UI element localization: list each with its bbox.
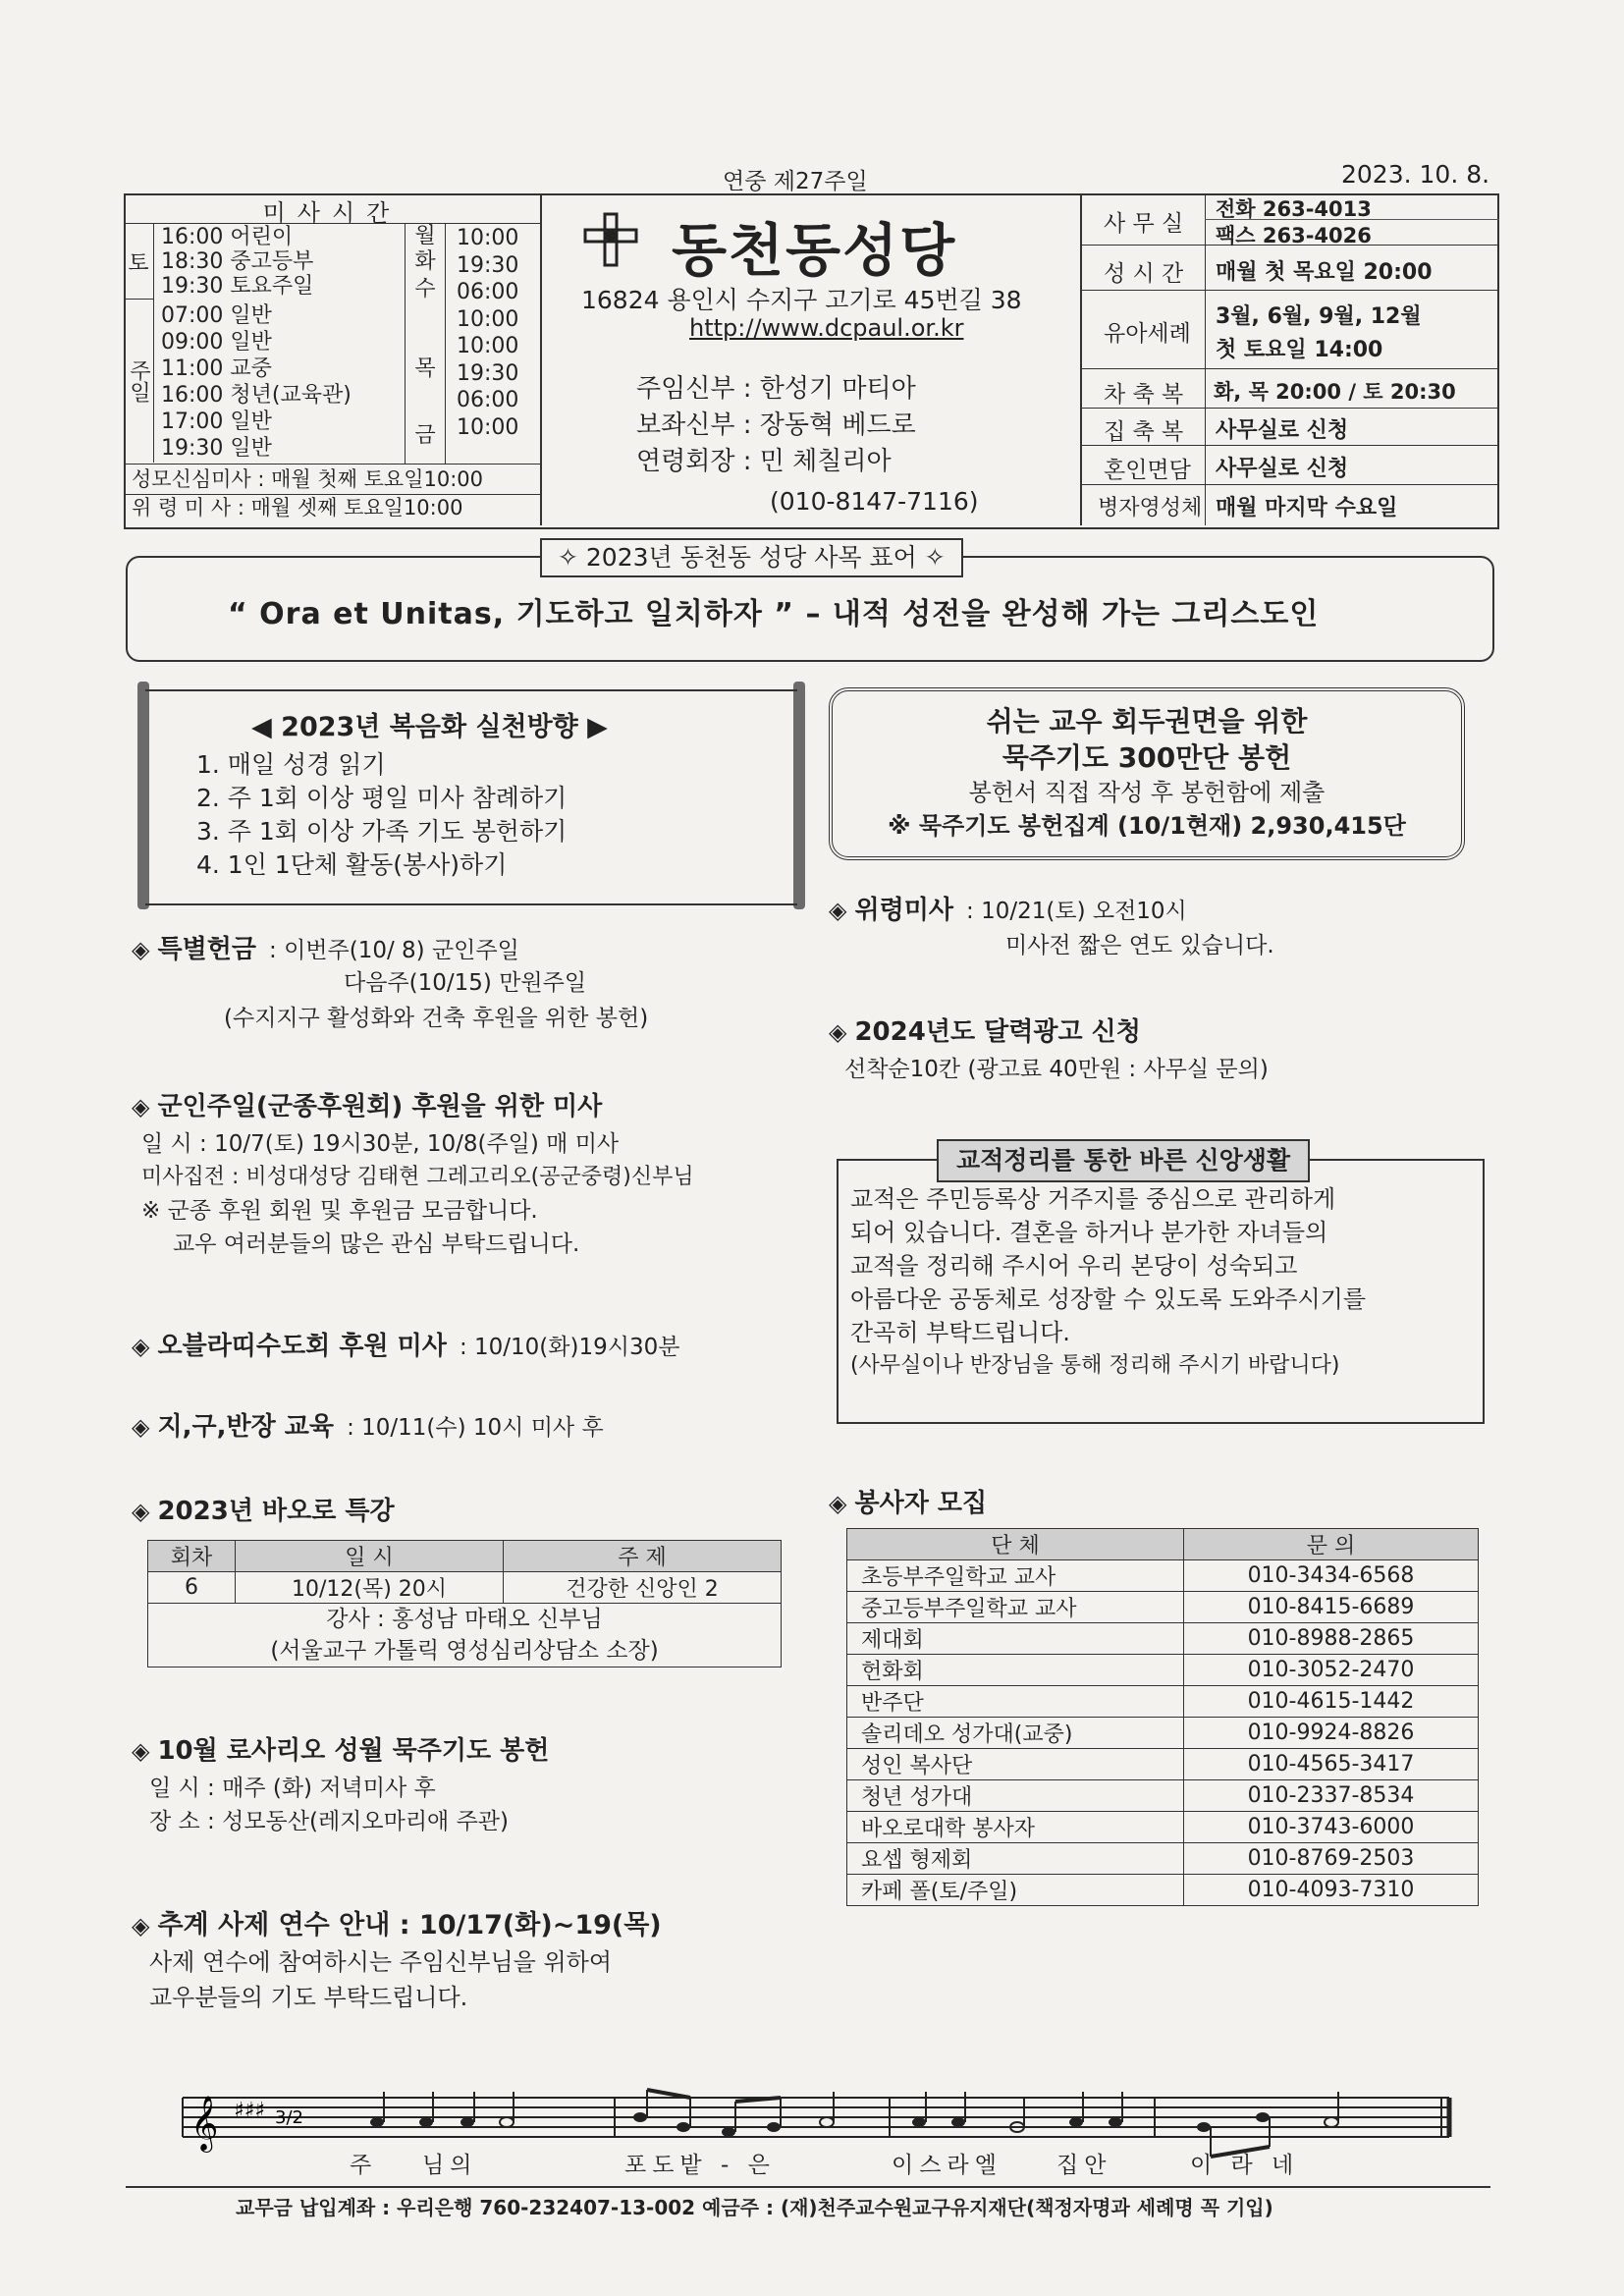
detail-line: 교우분들의 기도 부탁드립니다. (149, 1984, 468, 2011)
group-name: 제대회 (847, 1623, 1184, 1655)
staff-list (636, 371, 916, 480)
office-label: 병자영성체 (1098, 496, 1203, 520)
volunteer-recruit (829, 1483, 987, 1519)
table-header: 주 제 (504, 1541, 782, 1572)
calendar-ad (829, 1011, 1141, 1048)
cross-logo-icon (581, 210, 640, 269)
rosary-line: 쉬는 교우 회두권면을 위한 (986, 705, 1308, 738)
office-fax: 팩스 263-4026 (1216, 224, 1372, 247)
group-phone: 010-2337-8534 (1184, 1780, 1479, 1812)
group-phone: 010-4093-7310 (1184, 1875, 1479, 1906)
office-label: 혼인면담 (1104, 458, 1191, 483)
saturday-masses (161, 225, 313, 299)
weekday-time: 06:00 (457, 388, 519, 412)
evangelization-title: ◀ 2023년 복음화 실천방향 ▶ (251, 712, 608, 742)
speaker-affiliation: (서울교구 가톨릭 영성심리상담소 소장) (270, 1638, 659, 1664)
rosary-campaign-text (829, 703, 1465, 843)
week-label: 연중 제27주일 (723, 169, 868, 194)
table-row (847, 1812, 1479, 1843)
table-cell: 건강한 신앙인 2 (504, 1572, 782, 1604)
retreat-details (149, 1944, 612, 2015)
registry-title: 교적정리를 통한 바른 신앙생활 (937, 1139, 1310, 1182)
sunday-masses (161, 302, 352, 462)
group-phone: 010-4565-3417 (1184, 1749, 1479, 1780)
oblate-mass (132, 1326, 679, 1364)
rosary-line: 봉헌서 직접 작성 후 봉헌함에 제출 (968, 779, 1326, 806)
memorial-mass (829, 890, 1187, 928)
priest-retreat (132, 1903, 662, 1941)
mass-item: 11:00 교중 (161, 356, 272, 381)
section-title: 군인주일(군종후원회) 후원을 위한 미사 (157, 1092, 603, 1121)
registry-line: (사무실이나 반장님을 통해 정리해 주시기 바랍니다) (850, 1353, 1340, 1378)
office-label: 집 축 복 (1104, 419, 1184, 445)
weekday-time: 10:00 (457, 414, 519, 440)
table-row (847, 1843, 1479, 1875)
registry-line: 교적을 정리해 주시어 우리 본당이 성숙되고 (850, 1252, 1298, 1280)
table-header: 문 의 (1184, 1529, 1479, 1560)
monthly-mass-2: 위 령 미 사 : 매월 셋째 토요일10:00 (132, 496, 463, 519)
detail-line: 사제 연수에 참여하시는 주임신부님을 위하여 (149, 1948, 613, 1976)
office-label: 유아세례 (1104, 321, 1191, 347)
section-title: 2024년도 달력광고 신청 (854, 1017, 1141, 1047)
diamond-bullet-icon: ◈ (829, 1018, 847, 1046)
motto-text: “ Ora et Unitas, 기도하고 일치하자 ” – 내적 성전을 완성해 가는 그리스도인 (228, 597, 1320, 631)
section-title: 지,구,반장 교육 (157, 1412, 334, 1442)
group-phone: 010-3743-6000 (1184, 1812, 1479, 1843)
office-label: 사 무 실 (1104, 211, 1184, 237)
paul-lecture (132, 1491, 395, 1527)
section-detail: : 10/10(화)19시30분 (459, 1335, 680, 1360)
staff-row: 보좌신부 : 장동혁 베드로 (636, 410, 916, 440)
weekday-time: 10:00 (457, 306, 519, 332)
table-row (847, 1875, 1479, 1906)
table-row (847, 1718, 1479, 1749)
group-phone: 010-8988-2865 (1184, 1623, 1479, 1655)
diamond-bullet-icon: ◈ (132, 1333, 150, 1360)
registry-line: 되어 있습니다. 결혼을 하거나 분가한 자녀들의 (850, 1219, 1328, 1246)
mass-item: 19:30 토요주일 (161, 274, 314, 299)
detail-line: 장 소 : 성모동산(레지오마리애 주관) (149, 1809, 509, 1834)
table-cell: 6 (148, 1572, 236, 1604)
office-value: 사무실로 신청 (1216, 457, 1349, 481)
section-title: 오블라띠수도회 후원 미사 (157, 1332, 447, 1361)
section-title: 위령미사 (854, 896, 953, 925)
registry-text (850, 1182, 1366, 1383)
group-phone: 010-3434-6568 (1184, 1560, 1479, 1592)
contact-phone: (010-8147-7116) (770, 487, 979, 516)
detail-line: 교우 여러분들의 많은 관심 부탁드립니다. (173, 1231, 580, 1257)
office-label: 성 시 간 (1104, 261, 1184, 287)
donation-account: 교무금 납입계좌 : 우리은행 760-232407-13-002 예금주 : (재)천주교수원교구유지재단(책정자명과 세례명 꼭 기입) (236, 2196, 1273, 2219)
section-title: 봉사자 모집 (854, 1489, 988, 1518)
footer-divider (126, 2186, 1490, 2188)
weekday-time: 06:00 (457, 280, 519, 304)
memorial-line: 미사전 짧은 연도 있습니다. (1005, 933, 1274, 958)
special-line: : 이번주(10/ 8) 군인주일 (269, 938, 519, 963)
group-name: 헌화회 (847, 1655, 1184, 1686)
staff-row: 연령회장 : 민 체칠리아 (636, 447, 892, 476)
group-name: 요셉 형제회 (847, 1843, 1184, 1875)
table-row (847, 1592, 1479, 1623)
office-value: 첫 토요일 14:00 (1216, 338, 1383, 362)
bulletin-date: 2023. 10. 8. (1341, 160, 1490, 189)
evangelization-list (196, 748, 567, 882)
group-name: 반주단 (847, 1686, 1184, 1718)
mass-schedule-title: 미사시간 (124, 193, 540, 224)
weekday-label: 금 (414, 423, 436, 448)
special-line: 다음주(10/15) 만원주일 (344, 970, 587, 996)
table-header: 회차 (148, 1541, 236, 1572)
section-title: 특별헌금 (157, 935, 256, 964)
group-phone: 010-4615-1442 (1184, 1686, 1479, 1718)
lyric-syllable: 이스라엘 (892, 2153, 1002, 2178)
office-value: 사무실로 신청 (1216, 418, 1349, 443)
speaker-cell (148, 1604, 782, 1667)
district-education (132, 1406, 604, 1445)
mass-item: 19:30 일반 (161, 436, 272, 461)
diamond-bullet-icon: ◈ (132, 1912, 150, 1940)
lyric-syllable: 이 라 네 (1190, 2153, 1300, 2178)
paul-lecture-table (147, 1540, 782, 1667)
motto-title: ✧ 2023년 동천동 성당 사목 표어 ✧ (540, 538, 963, 577)
rosary-line: 묵주기도 300만단 봉헌 (1001, 741, 1292, 774)
group-name: 초등부주일학교 교사 (847, 1560, 1184, 1592)
weekday-time: 10:00 (457, 334, 519, 358)
group-name: 솔리데오 성가대(교중) (847, 1718, 1184, 1749)
music-staff (173, 2082, 1459, 2200)
parish-address: 16824 용인시 수지구 고기로 45번길 38 (581, 286, 1022, 314)
detail-line: 일 시 : 10/7(토) 19시30분, 10/8(주일) 매 미사 (141, 1131, 620, 1157)
registry-line: 간곡히 부탁드립니다. (850, 1319, 1070, 1346)
special-offering (132, 929, 519, 967)
lyric-syllable: 포도밭 - 은 (624, 2153, 776, 2178)
table-row (847, 1749, 1479, 1780)
group-name: 바오로대학 봉사자 (847, 1812, 1184, 1843)
weekday-label: 화 (414, 249, 436, 274)
lyric-syllable: 주 (350, 2153, 378, 2178)
office-value: 화, 목 20:00 / 토 20:30 (1214, 380, 1456, 404)
svg-text:♯♯♯: ♯♯♯ (234, 2099, 265, 2123)
office-value: 매월 첫 목요일 20:00 (1216, 260, 1433, 285)
rosary-line: ※ 묵주기도 봉헌집계 (10/1현재) 2,930,415단 (888, 812, 1406, 840)
weekday-label: 월 (414, 224, 436, 248)
list-item: 3. 주 1회 이상 가족 기도 봉헌하기 (196, 817, 568, 846)
parish-website-link[interactable]: http://www.dcpaul.or.kr (689, 314, 964, 342)
rosary-month (132, 1730, 549, 1767)
table-row (847, 1780, 1479, 1812)
table-cell: 10/12(목) 20시 (236, 1572, 504, 1604)
list-item: 2. 주 1회 이상 평일 미사 참례하기 (196, 784, 568, 812)
registry-line: 아름다운 공동체로 성장할 수 있도록 도와주시기를 (850, 1285, 1367, 1313)
table-header: 단 체 (847, 1529, 1184, 1560)
office-phone: 전화 263-4013 (1216, 197, 1372, 221)
diamond-bullet-icon: ◈ (829, 1490, 847, 1517)
staff-row: 주임신부 : 한성기 마티아 (636, 374, 916, 404)
table-row (847, 1655, 1479, 1686)
mass-item: 16:00 청년(교육관) (161, 383, 352, 408)
weekday-masses (406, 224, 540, 465)
office-value: 3월, 6월, 9월, 12월 (1216, 304, 1422, 329)
rosary-month-details (149, 1772, 509, 1838)
calendar-ad-detail: 선착순10칸 (광고료 40만원 : 사무실 문의) (844, 1057, 1269, 1082)
mass-item: 16:00 어린이 (161, 225, 294, 249)
svg-text:3/2: 3/2 (275, 2107, 303, 2128)
diamond-bullet-icon: ◈ (132, 936, 150, 963)
weekday-label: 목 (414, 356, 436, 381)
military-sunday (132, 1086, 602, 1122)
table-row (847, 1623, 1479, 1655)
group-phone: 010-8769-2503 (1184, 1843, 1479, 1875)
speaker-name: 강사 : 홍성남 마태오 신부님 (326, 1607, 603, 1632)
special-line: (수지지구 활성화와 건축 후원을 위한 봉헌) (224, 1006, 649, 1031)
group-name: 성인 복사단 (847, 1749, 1184, 1780)
diamond-bullet-icon: ◈ (132, 1737, 150, 1765)
detail-line: 미사집전 : 비성대성당 김태현 그레고리오(공군중령)신부님 (141, 1165, 694, 1189)
mass-item: 09:00 일반 (161, 330, 272, 355)
section-detail: : 10/11(수) 10시 미사 후 (347, 1415, 604, 1441)
group-phone: 010-8415-6689 (1184, 1592, 1479, 1623)
section-title: 추계 사제 연수 안내 : 10/17(화)~19(목) (157, 1910, 662, 1941)
weekday-time: 10:00 (457, 226, 519, 250)
list-item: 4. 1인 1단체 활동(봉사)하기 (196, 850, 508, 879)
group-phone: 010-3052-2470 (1184, 1655, 1479, 1686)
group-phone: 010-9924-8826 (1184, 1718, 1479, 1749)
office-label: 차 축 복 (1104, 382, 1184, 408)
list-item: 1. 매일 성경 읽기 (196, 750, 386, 779)
group-name: 청년 성가대 (847, 1780, 1184, 1812)
lyric-syllable: 집안 (1056, 2153, 1112, 2178)
weekday-label: 수 (414, 277, 436, 301)
office-value: 매월 마지막 수요일 (1216, 496, 1398, 520)
table-row (847, 1686, 1479, 1718)
parish-name: 동천동성당 (672, 217, 957, 284)
group-name: 중고등부주일학교 교사 (847, 1592, 1184, 1623)
detail-line: 일 시 : 매주 (화) 저녁미사 후 (149, 1776, 436, 1801)
diamond-bullet-icon: ◈ (132, 1498, 150, 1525)
diamond-bullet-icon: ◈ (132, 1093, 150, 1121)
monthly-mass-1: 성모신심미사 : 매월 첫째 토요일10:00 (132, 467, 484, 491)
group-name: 카페 폴(토/주일) (847, 1875, 1184, 1906)
diamond-bullet-icon: ◈ (132, 1413, 150, 1441)
svg-text:𝄞: 𝄞 (190, 2096, 219, 2151)
memorial-line: : 10/21(토) 오전10시 (966, 899, 1187, 924)
table-header: 일 시 (236, 1541, 504, 1572)
mass-item: 17:00 일반 (161, 410, 272, 434)
mass-item: 18:30 중고등부 (161, 249, 314, 274)
mass-item: 07:00 일반 (161, 303, 272, 328)
section-title: 10월 로사리오 성월 묵주기도 봉헌 (157, 1736, 550, 1766)
mass-schedule (124, 193, 542, 525)
table-row (847, 1560, 1479, 1592)
volunteer-table (846, 1528, 1479, 1906)
lyric-syllable: 님의 (422, 2153, 478, 2178)
diamond-bullet-icon: ◈ (829, 897, 847, 924)
office-info (1080, 193, 1499, 525)
section-title: 2023년 바오로 특강 (157, 1497, 395, 1526)
registry-line: 교적은 주민등록상 거주지를 중심으로 관리하게 (850, 1185, 1336, 1213)
detail-line: ※ 군종 후원 회원 및 후원금 모금합니다. (141, 1198, 538, 1224)
saturday-label: 토 (124, 224, 154, 300)
weekday-time: 19:30 (457, 252, 519, 278)
weekday-time: 19:30 (457, 360, 519, 386)
military-details (141, 1127, 694, 1261)
sunday-label: 주일 (124, 300, 154, 463)
